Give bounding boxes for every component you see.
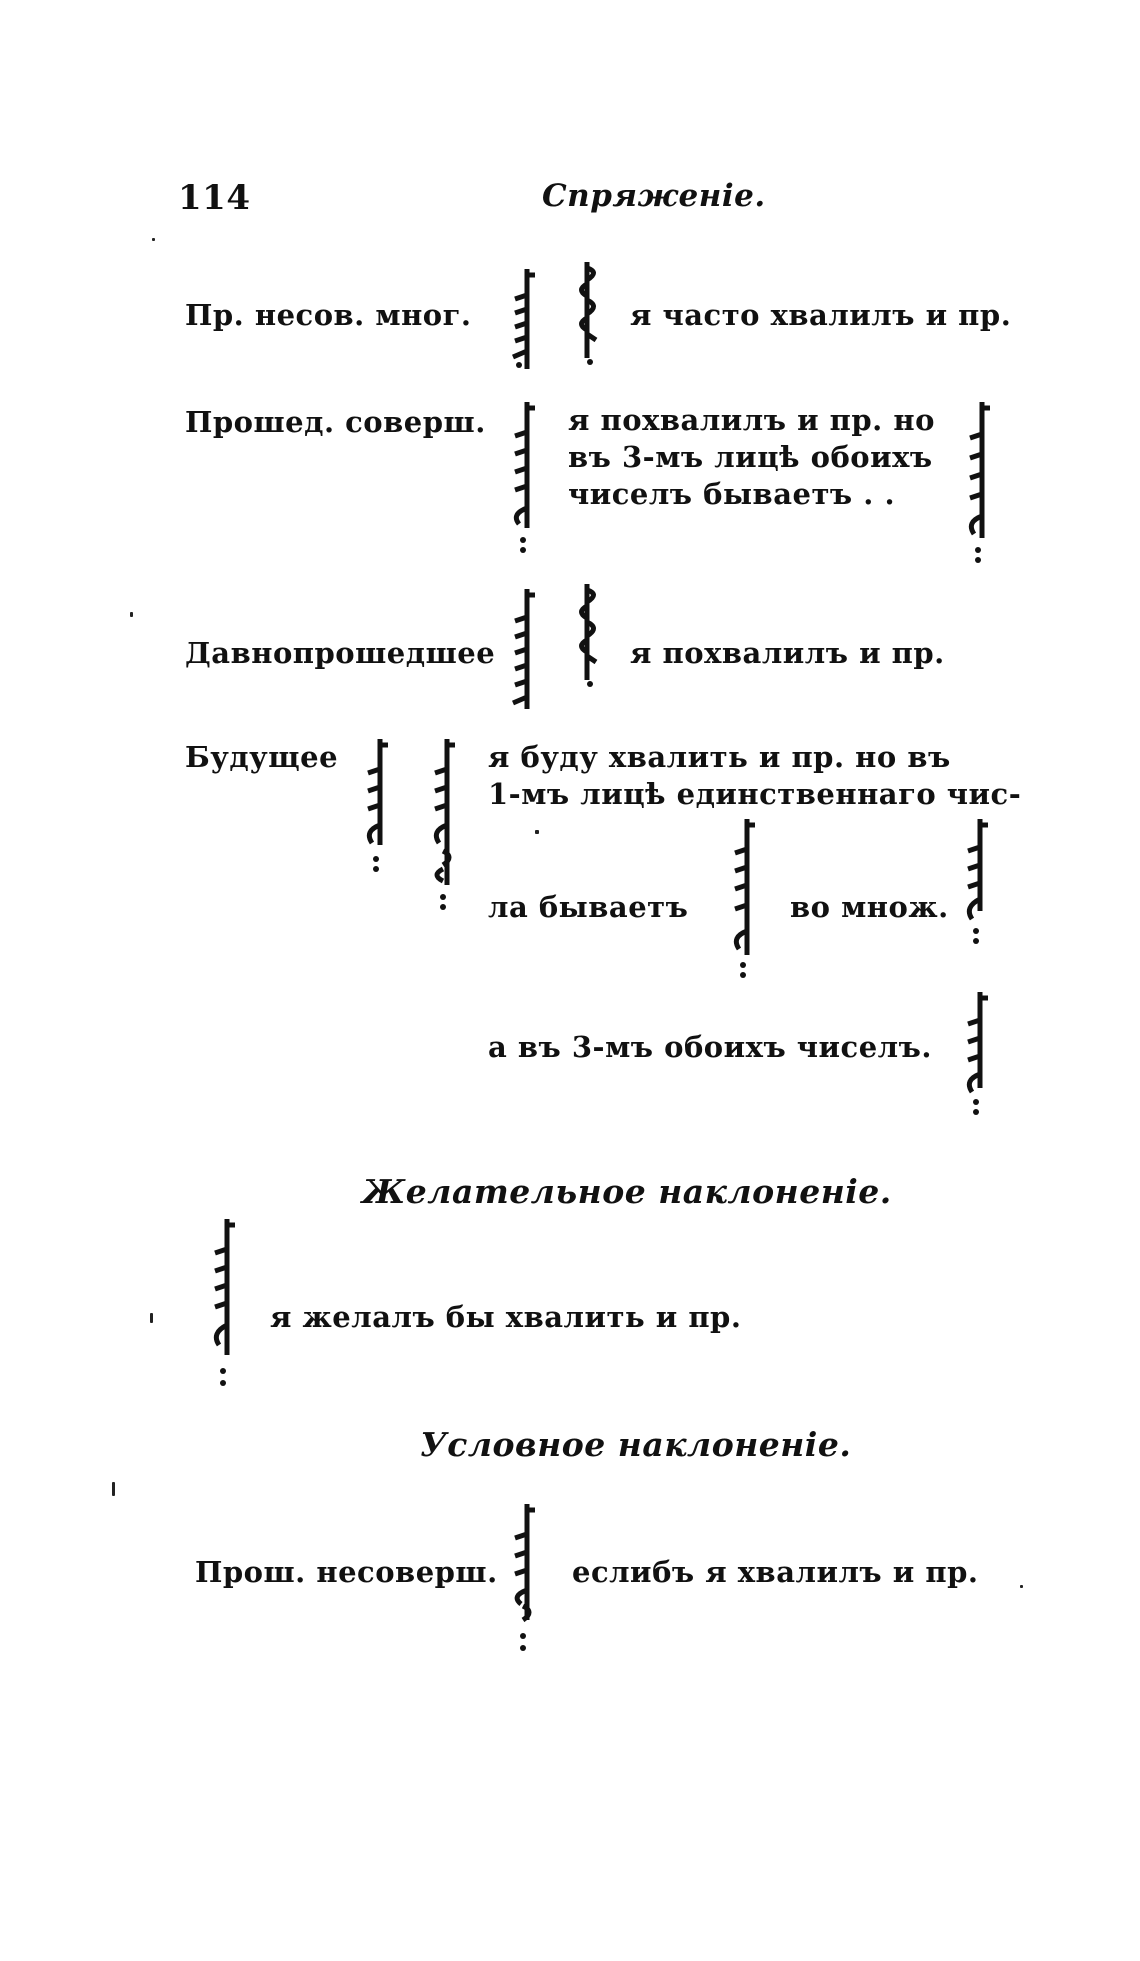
scan-speck (152, 238, 155, 241)
mongolian-script-word-icon (570, 580, 604, 690)
section-title-optative: Желательное наклоненіе. (362, 1172, 892, 1211)
mongolian-script-word-icon (725, 815, 759, 985)
optative-text: я желалъ бы хвалить и пр. (270, 1300, 742, 1334)
running-title: Спряженіе. (542, 178, 766, 214)
mongolian-script-word-icon (505, 265, 539, 375)
row2-text-line2: въ 3-мъ лицѣ обоихъ (568, 440, 933, 474)
mongolian-script-word-icon (425, 735, 459, 915)
page-number: 114 (178, 178, 251, 218)
mongolian-script-word-icon (505, 398, 539, 558)
scan-speck (112, 1482, 115, 1496)
row1-text: я часто хвалилъ и пр. (630, 298, 1012, 332)
row4-label: Будущее (185, 740, 339, 774)
conditional-text: еслибъ я хвалилъ и пр. (572, 1555, 979, 1589)
conditional-label: Прош. несоверш. (195, 1555, 498, 1589)
scan-speck (130, 612, 133, 617)
row2-text-line1: я похвалилъ и пр. но (568, 403, 935, 437)
scan-speck (150, 1313, 153, 1323)
scan-speck (1020, 1585, 1023, 1588)
row4-text-line4: а въ 3-мъ обоихъ чиселъ. (488, 1030, 932, 1064)
section-title-conditional: Условное наклоненіе. (420, 1425, 852, 1464)
mongolian-script-word-icon (960, 398, 994, 568)
row3-text: я похвалилъ и пр. (630, 636, 945, 670)
row4-text-line2: 1-мъ лицѣ единственнаго чис- (488, 777, 1022, 811)
row3-label: Давнопрошедшее (185, 636, 496, 670)
row4-text-line3a: ла бываетъ (488, 890, 689, 924)
mongolian-script-word-icon (958, 815, 992, 945)
mongolian-script-word-icon (358, 735, 392, 875)
mongolian-script-word-icon (505, 1500, 539, 1660)
row2-label: Прошед. соверш. (185, 405, 486, 439)
mongolian-script-word-icon (570, 258, 604, 368)
row4-text-line3b: во множ. (790, 890, 949, 924)
row4-text-line1: я буду хвалить и пр. но въ (488, 740, 951, 774)
row1-label: Пр. несов. мног. (185, 298, 472, 332)
row2-text-line3: чиселъ бываетъ . . (568, 477, 896, 511)
scan-speck (535, 830, 539, 834)
mongolian-script-word-icon (505, 585, 539, 715)
mongolian-script-word-icon (958, 988, 992, 1118)
mongolian-script-word-icon (205, 1215, 239, 1395)
